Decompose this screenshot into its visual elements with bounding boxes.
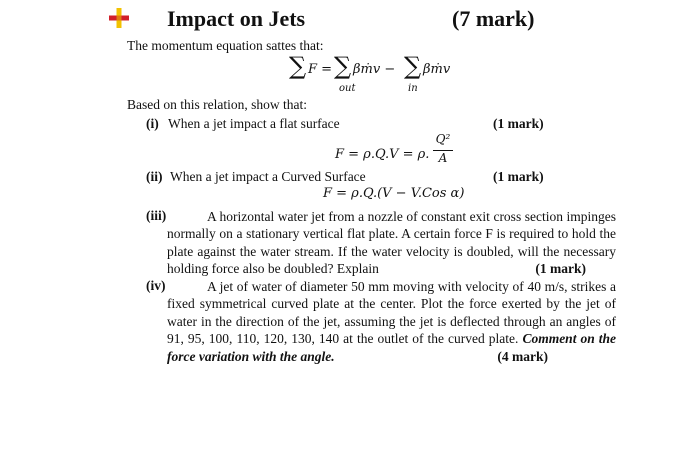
inflow-term: βṁv	[423, 62, 451, 77]
question-marks: (1 mark)	[493, 169, 544, 184]
total-marks: (7 mark)	[452, 6, 535, 31]
question-text: When a jet impact a flat surface	[168, 116, 340, 131]
flat-plate-formula: F = ρ.Q.V = ρ.	[335, 147, 430, 162]
relation-text: Based on this relation, show that:	[127, 97, 307, 112]
question-number: (iv)	[146, 278, 166, 293]
question-marks: (4 mark)	[497, 348, 548, 364]
question-body: A horizontal water jet from a nozzle of constant exit cross section impinges normally on a stationary vertical flat plate. A certain force F is required to hold the plate against the water stream. If the water velocity is doubled, will the necessary holding force also be doubled? Explain	[167, 209, 616, 277]
question-text	[167, 278, 616, 365]
outflow-term: βṁv −	[353, 62, 396, 77]
subscript-out: out	[339, 83, 356, 94]
force-lhs: F =	[308, 62, 333, 77]
sigma-symbol: ∑	[404, 52, 422, 80]
curved-surface-formula: F = ρ.Q.(V − V.Cos α)	[323, 186, 465, 201]
question-text	[167, 208, 616, 278]
question-number: (iii)	[146, 208, 167, 223]
question-number: (i)	[146, 116, 159, 131]
question-number: (ii)	[146, 169, 163, 184]
question-body: A jet of water of diameter 50 mm moving with velocity of 40 m/s, strikes a fixed symmetrical curved plate at the center. Plot the force exerted by the jet of water in the direction of the jet, assuming the jet is deflected through an angles of 91, 95, 100, 110, 120, 130, 140 at the outlet of the curved plate.	[167, 279, 616, 347]
plus-bullet-icon	[109, 8, 129, 28]
sigma-symbol: ∑	[334, 52, 352, 80]
comment-instruction: Comment on the force variation with the angle.	[167, 331, 617, 364]
fraction-numerator: Q²	[435, 132, 451, 146]
question-marks: (1 mark)	[535, 261, 586, 277]
sigma-symbol: ∑	[289, 52, 307, 80]
question-marks: (1 mark)	[493, 116, 544, 131]
page-title: Impact on Jets	[167, 6, 306, 31]
question-text: When a jet impact a Curved Surface	[170, 169, 366, 184]
intro-text: The momentum equation sattes that:	[127, 38, 324, 53]
fraction-denominator: A	[438, 151, 448, 165]
subscript-in: in	[408, 83, 418, 94]
